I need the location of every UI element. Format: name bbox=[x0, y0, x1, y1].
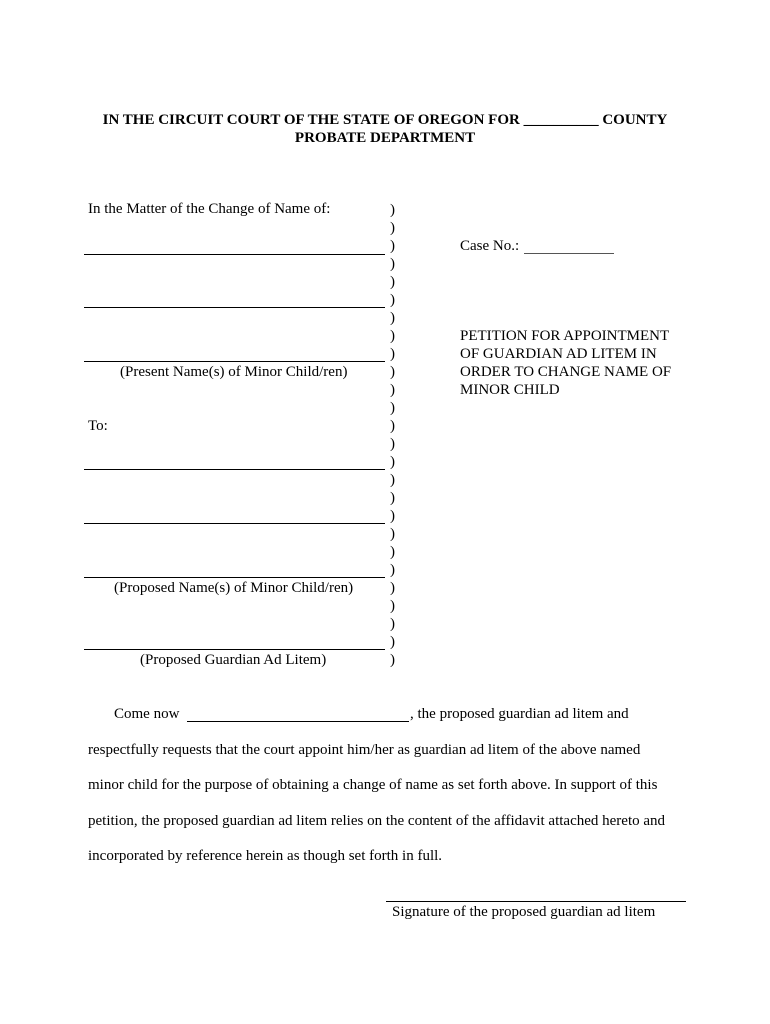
caption-paren: ) bbox=[390, 202, 395, 218]
court-heading: IN THE CIRCUIT COURT OF THE STATE OF OREGON FOR __________ COUNTY bbox=[102, 112, 668, 128]
petition-title-line-1: PETITION FOR APPOINTMENT bbox=[460, 328, 670, 344]
caption-paren: ) bbox=[390, 634, 395, 650]
signature-line[interactable] bbox=[386, 901, 686, 902]
caption-paren: ) bbox=[390, 562, 395, 578]
petition-title-line-3: ORDER TO CHANGE NAME OF bbox=[460, 364, 672, 380]
guardian-name-field[interactable] bbox=[187, 721, 409, 722]
body-line-2: respectfully requests that the court appoint him/her as guardian ad litem of the above named bbox=[88, 742, 641, 758]
caption-paren: ) bbox=[390, 238, 395, 254]
body-line-5: incorporated by reference herein as though set forth in full. bbox=[88, 848, 443, 864]
present-names-label: (Present Name(s) of Minor Child/ren) bbox=[120, 364, 348, 380]
caption-paren: ) bbox=[390, 310, 395, 326]
caption-paren: ) bbox=[390, 526, 395, 542]
intro-prefix: Come now bbox=[114, 706, 180, 722]
caption-paren: ) bbox=[390, 292, 395, 308]
caption-paren: ) bbox=[390, 274, 395, 290]
petition-title-line-4: MINOR CHILD bbox=[460, 382, 560, 398]
caption-paren: ) bbox=[390, 490, 395, 506]
department-heading: PROBATE DEPARTMENT bbox=[294, 130, 476, 146]
caption-paren: ) bbox=[390, 580, 395, 596]
caption-paren: ) bbox=[390, 346, 395, 362]
intro-suffix: , the proposed guardian ad litem and bbox=[410, 706, 629, 722]
caption-paren: ) bbox=[390, 418, 395, 434]
body-line-4: petition, the proposed guardian ad litem relies on the content of the affidavit attached hereto and bbox=[88, 813, 666, 829]
caption-paren: ) bbox=[390, 472, 395, 488]
caption-paren: ) bbox=[390, 436, 395, 452]
caption-paren: ) bbox=[390, 400, 395, 416]
caption-paren: ) bbox=[390, 598, 395, 614]
recipient-line-2[interactable] bbox=[84, 523, 385, 524]
proposed-name-line[interactable] bbox=[84, 577, 385, 578]
petition-title-line-2: OF GUARDIAN AD LITEM IN bbox=[460, 346, 657, 362]
body-line-3: minor child for the purpose of obtaining a change of name as set forth above. In support of this bbox=[88, 777, 658, 793]
proposed-names-label: (Proposed Name(s) of Minor Child/ren) bbox=[114, 580, 354, 596]
caption-paren: ) bbox=[390, 382, 395, 398]
present-name-line-2[interactable] bbox=[84, 307, 385, 308]
signature-label: Signature of the proposed guardian ad litem bbox=[392, 904, 656, 920]
caption-paren: ) bbox=[390, 508, 395, 524]
caption-paren: ) bbox=[390, 364, 395, 380]
caption-paren: ) bbox=[390, 652, 395, 668]
case-number-field[interactable] bbox=[524, 253, 614, 254]
present-name-line-3[interactable] bbox=[84, 361, 385, 362]
present-name-line-1[interactable] bbox=[84, 254, 385, 255]
caption-paren: ) bbox=[390, 256, 395, 272]
proposed-guardian-line[interactable] bbox=[84, 649, 385, 650]
case-number-label: Case No.: bbox=[460, 238, 520, 254]
recipient-line-1[interactable] bbox=[84, 469, 385, 470]
proposed-guardian-label: (Proposed Guardian Ad Litem) bbox=[140, 652, 327, 668]
to-label: To: bbox=[88, 418, 108, 434]
caption-paren: ) bbox=[390, 616, 395, 632]
caption-paren: ) bbox=[390, 454, 395, 470]
caption-paren: ) bbox=[390, 328, 395, 344]
matter-label: In the Matter of the Change of Name of: bbox=[88, 201, 331, 217]
caption-paren: ) bbox=[390, 220, 395, 236]
caption-paren: ) bbox=[390, 544, 395, 560]
